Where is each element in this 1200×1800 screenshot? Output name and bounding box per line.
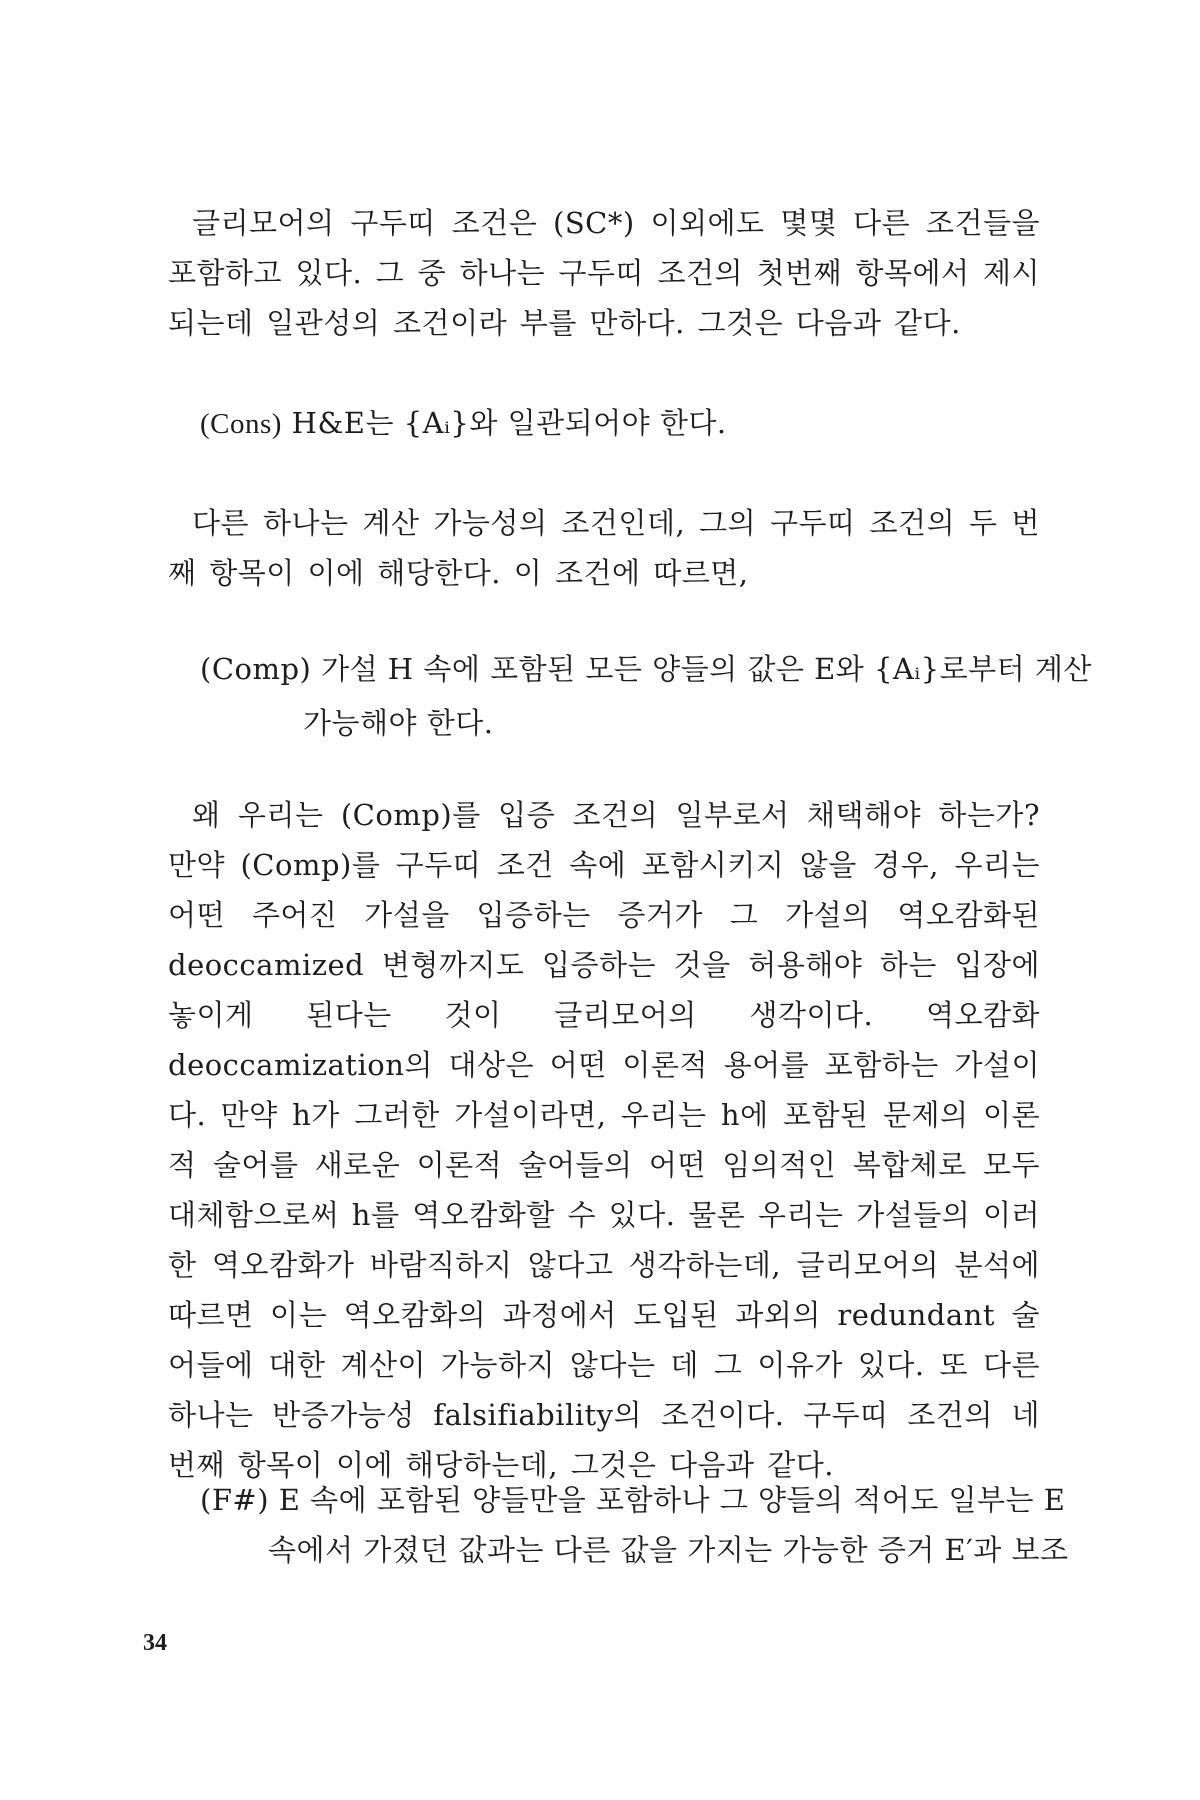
page-number: 34: [143, 1630, 167, 1656]
condition-comp-line-2: [303, 698, 494, 748]
paragraph-2-text: 다른 하나는 계산 가능성의 조건인데, 그의 구두띠 조건의 두 번째 항목이 이에 해당한다. 이 조건에 따르면,: [168, 506, 1040, 590]
condition-comp-text-1: 가설 H 속에 포함된 모든 양들의 값은 E와 {Aᵢ}로부터 계산: [321, 652, 1092, 686]
condition-cons: [200, 398, 727, 449]
condition-fsharp-line-1: [200, 1475, 1065, 1525]
condition-cons-label: (Cons): [200, 408, 282, 440]
paragraph-1: [168, 198, 1040, 348]
paragraph-3-text: 왜 우리는 (Comp)를 입증 조건의 일부로서 채택해야 하는가? 만약 (Comp)를 구두띠 조건 속에 포함시키지 않을 경우, 우리는 어떤 주어진 가설을 입증하는 증거가 그 가설의 역오캄화된 deoccamized 변형까지도 입증하는 것을 허용해야 하는 입장에 놓이게 된다는 것이 글리모어의 생각이다. 역오캄화 deoccamization의 대상은 어떤 이론적 용어를 포함하는 가설이다. 만약 h가 그러한 가설이라면, 우리는 h에 포함된 문제의 이론적 술어를 새로운 이론적 술어들의 어떤 임의적인 복합체로 모두 대체함으로써 h를 역오캄화할 수 있다. 물론 우리는 가설들의 이러한 역오캄화가 바람직하지 않다고 생각하는데, 글리모어의 분석에 따르면 이는 역오캄화의 과정에서 도입된 과외의 redundant 술어들에 대한 계산이 가능하지 않다는 데 그 이유가 있다. 또 다른 하나는 반증가능성 falsifiability의 조건이다. 구두띠 조건의 네 번째 항목이 이에 해당하는데, 그것은 다음과 같다.: [168, 798, 1041, 1482]
condition-comp-text-2: 가능해야 한다.: [303, 706, 494, 740]
condition-comp-label: (Comp): [200, 652, 312, 686]
condition-comp-line-1: [200, 644, 1092, 694]
condition-fsharp-label: (F#): [200, 1483, 270, 1517]
paragraph-2: [168, 498, 1040, 598]
condition-fsharp-text-2: 속에서 가졌던 값과는 다른 값을 가지는 가능한 증거 E′과 보조: [268, 1533, 1069, 1567]
condition-fsharp-text-1: E 속에 포함된 양들만을 포함하나 그 양들의 적어도 일부는 E: [278, 1483, 1066, 1517]
condition-cons-text: H&E는 {Aᵢ}와 일관되어야 한다.: [291, 406, 727, 440]
paragraph-1-text: 글리모어의 구두띠 조건은 (SC*) 이외에도 몇몇 다른 조건들을 포함하고 있다. 그 중 하나는 구두띠 조건의 첫번째 항목에서 제시되는데 일관성의 조건이라 부를 만하다. 그것은 다음과 같다.: [168, 206, 1040, 340]
paragraph-3: [168, 790, 1040, 1490]
condition-fsharp-line-2: [268, 1525, 1069, 1575]
